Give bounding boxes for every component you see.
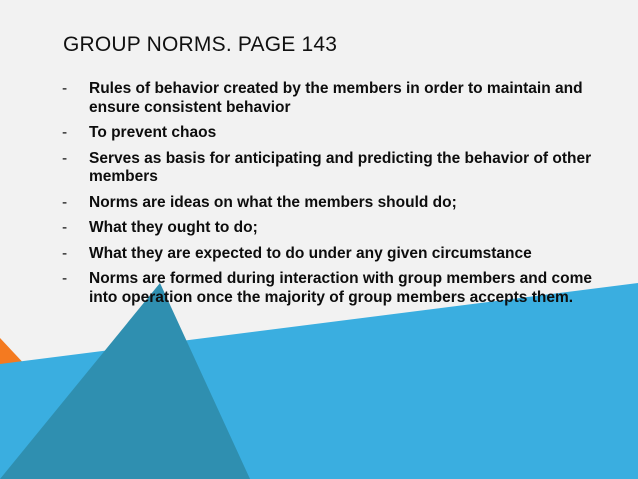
bullet-text: To prevent chaos: [89, 124, 217, 141]
bullet-marker: -: [62, 124, 68, 141]
bullet-marker: -: [62, 80, 68, 97]
slide-title: GROUP NORMS. PAGE 143: [63, 33, 338, 56]
bullet-text: What they are expected to do under any given circumstance: [89, 244, 532, 262]
bullet-item: [62, 194, 592, 213]
bullet-text: Serves as basis for anticipating and predicting the behavior of other members: [89, 149, 592, 185]
bullet-item: [62, 245, 592, 264]
bullet-item: [62, 124, 592, 143]
bullet-item: [62, 80, 592, 117]
bullet-marker: -: [62, 270, 68, 287]
bullet-item: [62, 219, 592, 238]
bullet-item: [62, 150, 592, 187]
bullet-text: Norms are ideas on what the members should do;: [89, 193, 457, 211]
bullet-marker: -: [62, 193, 68, 211]
bullet-marker: -: [62, 219, 68, 236]
bullet-text: What they ought to do;: [89, 219, 258, 236]
bullet-list: [62, 80, 592, 314]
bullet-marker: -: [62, 244, 68, 262]
bullet-item: [62, 270, 592, 307]
bullet-marker: -: [62, 149, 68, 167]
bullet-text: Rules of behavior created by the members in order to maintain and ensure consistent behavior: [89, 80, 583, 116]
bullet-text: Norms are formed during interaction with group members and come into operation once the majority of group members accepts them.: [89, 270, 592, 306]
